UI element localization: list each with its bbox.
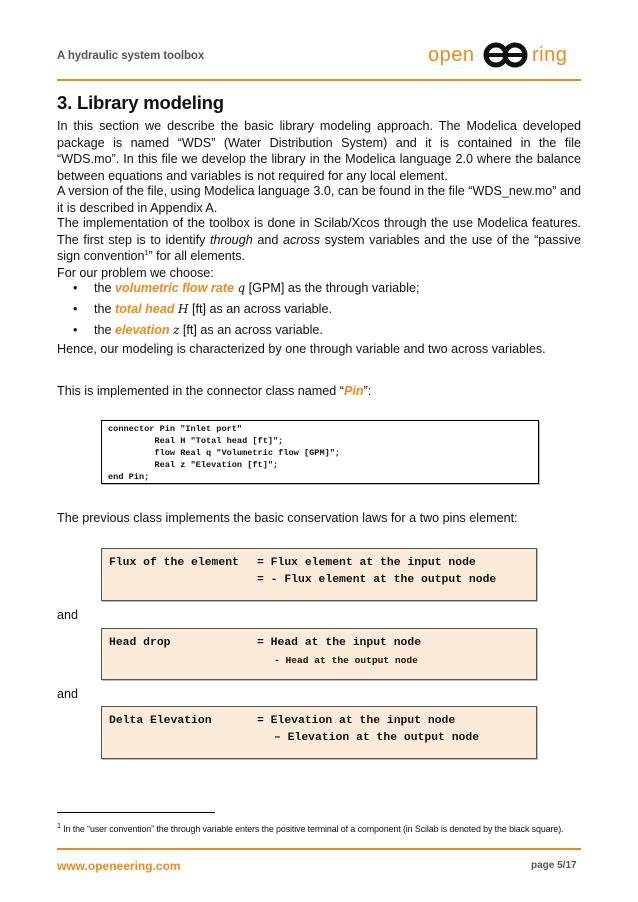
paragraph-choose: For our problem we choose:	[57, 266, 214, 280]
paragraph-implementation	[57, 215, 581, 265]
equation-rhs: - Head at the output node	[274, 655, 418, 666]
logo-text-left: open	[428, 44, 475, 66]
equation-rhs: – Elevation at the output node	[274, 732, 480, 744]
paragraph-intro: In this section we describe the basic library modeling approach. The Modelica developed package is named “WDS” (Water Distribution System) and it is contained in the file “WDS.mo”. In this file we develop the library in the Modelica language 2.0 where the balance between equations and variables is not required for any local element.	[57, 119, 581, 183]
paragraph-connector	[57, 383, 581, 400]
equation-line	[102, 732, 536, 749]
equation-lhs: Delta Elevation	[109, 715, 212, 727]
footnote-number: 1	[57, 823, 61, 831]
equation-box-head-drop	[101, 628, 537, 680]
bullet-text: [GPM] as the through variable;	[245, 281, 420, 295]
p3-across: across	[282, 232, 321, 247]
p6-text-b: ”:	[363, 384, 372, 398]
list-item	[73, 280, 581, 297]
equation-line	[102, 557, 536, 574]
p3-text-c: system variables and the use of the “passive sign convention	[57, 232, 581, 263]
code-text: connector Pin "Inlet port" Real H "Total head [ft]"; flow Real q "Volumetric flow [GPM]"; Real z "Elevation [ft]"; end Pin;	[108, 424, 341, 483]
section-title: 3. Library modeling	[57, 92, 224, 113]
equation-box-delta-elevation	[101, 706, 537, 759]
equation-rhs: = Head at the input node	[257, 637, 422, 649]
p3-text-d: ” for all elements.	[148, 249, 246, 263]
var-z: z	[173, 323, 180, 337]
bullet-text: the	[94, 281, 116, 295]
list-item	[73, 322, 581, 339]
website-link[interactable]: www.openeering.com	[57, 859, 181, 873]
openeering-logo	[428, 41, 578, 71]
paragraph-version: A version of the file, using Modelica language 3.0, can be found in the file “WDS_new.mo” and it is described in Appendix A.	[57, 184, 581, 215]
equation-line	[102, 637, 536, 654]
equation-line	[102, 574, 536, 591]
var-H: H	[178, 302, 189, 316]
p3-text-a: The implementation of the toolbox is done in Scilab/Xcos through the use Modelica features. The first step is to identify	[57, 216, 581, 247]
footnote-text: In the “user convention” the through variable enters the positive terminal of a component (in Scilab is denoted by the black square).	[60, 824, 564, 834]
list-item	[73, 301, 581, 318]
paragraph-conservation: The previous class implements the basic conservation laws for a two pins element:	[57, 511, 518, 525]
term-elevation: elevation	[115, 323, 170, 337]
var-q: q	[237, 281, 246, 295]
equation-box-flux	[101, 548, 537, 601]
bullet-dot: •	[73, 302, 78, 316]
connector-and: and	[57, 687, 79, 701]
bullet-text: the	[94, 302, 116, 316]
term-total-head: total head	[115, 302, 175, 316]
page-number: page 5/17	[531, 860, 577, 871]
footnote-ref: 1	[144, 249, 149, 257]
header-rule	[57, 79, 581, 81]
equation-lhs: Head drop	[109, 637, 171, 649]
footnote-rule	[57, 812, 215, 813]
equation-rhs: = Elevation at the input node	[257, 715, 456, 727]
variable-list	[73, 280, 581, 343]
logo-text-right: ring	[532, 44, 568, 66]
p3-through: through	[209, 232, 253, 247]
bullet-text: the	[94, 323, 116, 337]
p3-text-b: and	[252, 232, 283, 247]
equation-rhs: = - Flux element at the output node	[257, 574, 497, 586]
equation-line	[102, 715, 536, 732]
bullet-dot: •	[73, 281, 78, 295]
term-volumetric-flow-rate: volumetric flow rate	[115, 281, 234, 295]
running-header-title: A hydraulic system toolbox	[57, 50, 205, 62]
bullet-text: [ft] as an across variable.	[188, 302, 332, 316]
bullet-dot: •	[73, 323, 78, 337]
equation-lhs: Flux of the element	[109, 557, 239, 569]
connector-and: and	[57, 608, 79, 622]
equation-line	[102, 654, 536, 671]
term-pin: Pin	[344, 384, 364, 398]
bullet-text: [ft] as an across variable.	[179, 323, 323, 337]
footnote	[57, 824, 563, 834]
paragraph-hence: Hence, our modeling is characterized by one through variable and two across variables.	[57, 342, 546, 356]
p6-text-a: This is implemented in the connector class named “	[57, 384, 344, 398]
logo-ee-mark-icon	[483, 41, 528, 69]
footer-rule	[57, 848, 581, 850]
equation-rhs: = Flux element at the input node	[257, 557, 476, 569]
code-block-connector-pin	[101, 420, 539, 484]
